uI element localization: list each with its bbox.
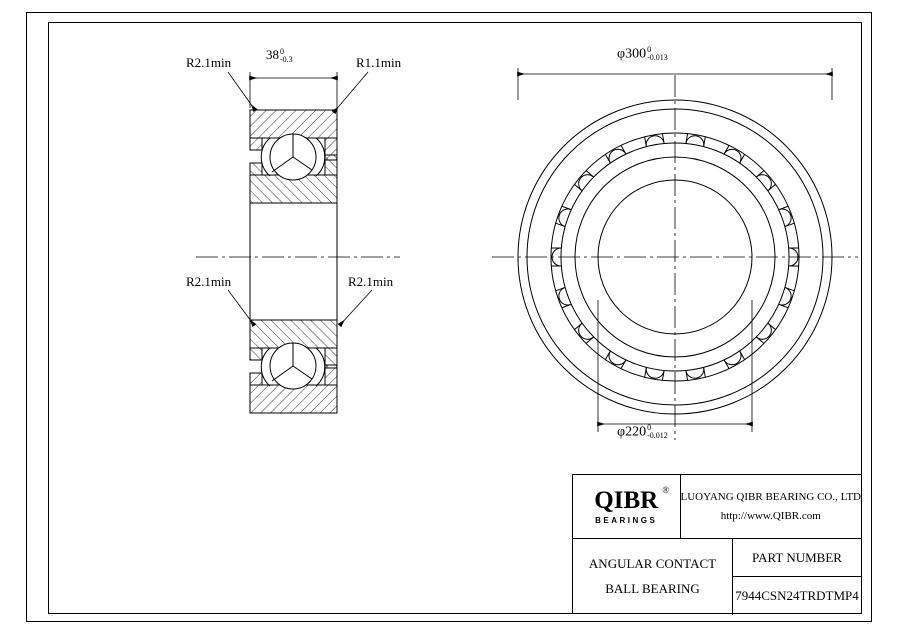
phi-symbol: φ — [617, 46, 626, 62]
label-r21min-bottomright: R2.1min — [348, 274, 394, 289]
phi-symbol-bore: φ — [617, 424, 626, 440]
company-name: LUOYANG QIBR BEARING CO., LTD — [680, 490, 861, 503]
company-logo — [573, 475, 681, 538]
bore-value: 220 — [625, 424, 647, 440]
label-r21min-topleft: R2.1min — [186, 55, 232, 70]
label-outer-diameter — [617, 46, 668, 63]
registered-trademark-icon: ® — [662, 485, 670, 495]
logo-text: QIBR — [594, 487, 659, 514]
label-width-38 — [266, 47, 293, 64]
label-r21min-bottomleft: R2.1min — [186, 274, 232, 289]
part-number-value: 7944CSN24TRDTMP4 — [735, 588, 859, 603]
width-value: 38 — [266, 47, 279, 62]
od-value: 300 — [625, 46, 647, 62]
od-tolerance: 0 -0.013 — [647, 45, 668, 63]
section-view — [250, 110, 337, 413]
product-type — [573, 539, 733, 615]
label-r11min-topright: R1.1min — [356, 55, 402, 70]
section-top-raceway — [250, 134, 337, 180]
product-type-line2: BALL BEARING — [605, 581, 700, 596]
part-number-block — [733, 539, 861, 615]
title-block-body-row — [573, 539, 861, 615]
logo-wordmark — [594, 485, 670, 514]
product-type-line1: ANGULAR CONTACT — [588, 556, 717, 572]
part-number-label: PART NUMBER — [733, 539, 861, 577]
company-info — [681, 475, 862, 538]
section-bottom-raceway — [250, 343, 337, 389]
bore-tolerance: 0 -0.012 — [647, 423, 668, 441]
logo-subtitle: BEARINGS — [595, 516, 658, 525]
dim-width-38 — [250, 72, 337, 108]
label-bore-diameter — [617, 424, 668, 441]
title-block — [572, 474, 862, 614]
company-url: http://www.QIBR.com — [720, 509, 821, 522]
width-tolerance: 0 -0.3 — [280, 46, 293, 65]
title-block-header-row — [573, 475, 861, 539]
